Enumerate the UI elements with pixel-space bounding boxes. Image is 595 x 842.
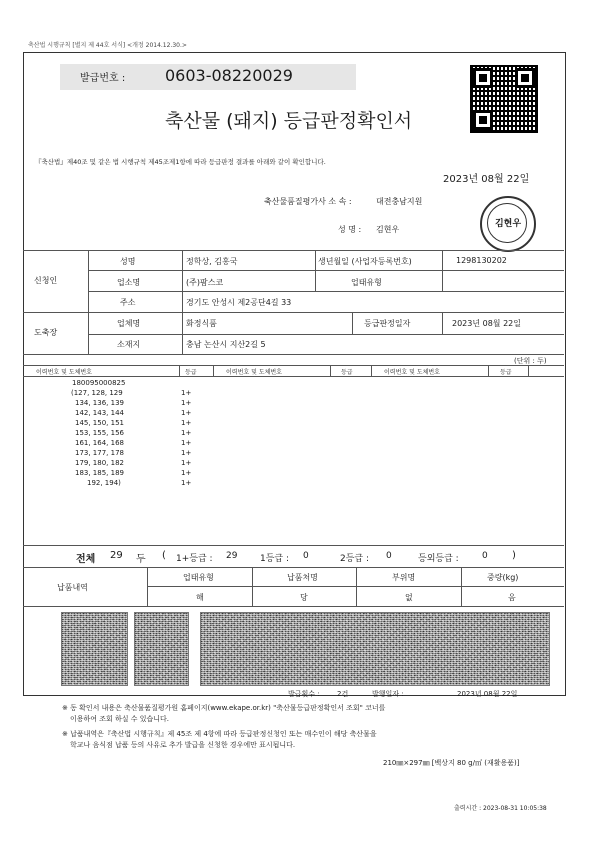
grading-date: 2023년 08월 22일	[452, 319, 521, 328]
applicant-address-label: 주소	[120, 298, 136, 307]
grade-cell: 1+	[181, 409, 192, 417]
footer-issue-date: 2023년 08월 22일	[457, 690, 518, 698]
delivery-header-weight: 중량(kg)	[487, 573, 519, 582]
delivery-value-3: 없	[405, 593, 413, 602]
grade-out-count: 0	[482, 551, 488, 561]
form-reference: 축산법 시행규칙 [별지 제 44호 서식] <개정 2014.12.30.>	[28, 42, 187, 49]
grade-1plus-label: 1+등급 :	[176, 554, 213, 564]
certificate-frame	[23, 52, 566, 696]
slaughterhouse-location: 충남 논산시 지산2길 5	[186, 340, 266, 349]
list-item: 142, 143, 144	[75, 409, 124, 417]
grade-cell: 1+	[181, 389, 192, 397]
col-trace-header-3: 이력번호 및 도체번호	[384, 369, 440, 376]
col-grade-header-1: 등급	[185, 369, 197, 376]
issuer-name: 김현우	[376, 225, 400, 234]
total-close-paren: )	[512, 550, 516, 561]
list-item: (127, 128, 129	[71, 389, 123, 397]
intro-text: 『축산법』제40조 및 같은 법 시행규칙 제45조제1항에 따라 등급판정 결과를 아래와 같이 확인합니다.	[35, 158, 326, 166]
delivery-header-recipient: 납품처명	[287, 573, 318, 582]
applicant-birth-label: 생년월일 (사업자등록번호)	[318, 257, 412, 266]
grade-2-count: 0	[386, 551, 392, 561]
col-grade-header-3: 등급	[500, 369, 512, 376]
official-seal-stamp: 김현우	[480, 196, 536, 252]
note-2-line-1: ※ 납품내역은『축산법 시행규칙』제 45조 제 4항에 따라 등급판정신청인 또는 매수인이 해당 축산물을	[62, 730, 377, 738]
applicant-company: (주)팜스코	[186, 278, 224, 287]
grade-cell: 1+	[181, 469, 192, 477]
note-2-line-2: 학교나 음식점 납품 등의 사유로 추가 발급을 신청한 경우에만 표시됩니다.	[70, 741, 296, 749]
issue-number-label: 발급번호 :	[80, 73, 126, 84]
list-item: 161, 164, 168	[75, 439, 124, 447]
list-item: 153, 155, 156	[75, 429, 124, 437]
applicant-company-label: 업소명	[117, 278, 141, 287]
total-label: 전체	[76, 554, 96, 565]
issue-count-label: 발급횟수 :	[288, 690, 320, 698]
total-unit: 두	[136, 554, 146, 565]
list-item: 179, 180, 182	[75, 459, 124, 467]
grade-1plus-count: 29	[226, 551, 238, 561]
delivery-header-part: 부위명	[392, 573, 416, 582]
slaughterhouse-company-label: 업체명	[117, 319, 141, 328]
applicant-name: 정학상, 김홍국	[186, 257, 238, 266]
total-count: 29	[110, 550, 123, 561]
issuer-affiliation: 대전충남지원	[376, 197, 423, 206]
total-open-paren: (	[162, 550, 166, 561]
security-pattern-middle	[134, 612, 189, 686]
delivery-value-1: 해	[196, 593, 204, 602]
page-title: 축산물 (돼지) 등급판정확인서	[165, 110, 413, 132]
print-timestamp: 출력시간 : 2023-08-31 10:05:38	[454, 805, 547, 812]
unit-label: (단위 : 두)	[514, 357, 547, 365]
list-item: 145, 150, 151	[75, 419, 124, 427]
slaughterhouse-section-label: 도축장	[34, 328, 58, 337]
col-trace-header-2: 이력번호 및 도체번호	[226, 369, 282, 376]
grade-cell: 1+	[181, 429, 192, 437]
grade-cell: 1+	[181, 439, 192, 447]
list-item: 192, 194)	[87, 479, 121, 487]
list-item: 173, 177, 178	[75, 449, 124, 457]
grade-cell: 1+	[181, 399, 192, 407]
issue-number: 0603-08220029	[165, 66, 293, 85]
grade-1-count: 0	[303, 551, 309, 561]
slaughterhouse-company: 화정식품	[186, 319, 217, 328]
trace-number: 180095000825	[72, 379, 126, 387]
list-item: 183, 185, 189	[75, 469, 124, 477]
issuer-affiliation-label: 축산물품질평가사 소 속 :	[264, 197, 352, 206]
note-1-line-1: ※ 동 확인서 내용은 축산물품질평가원 홈페이지(www.ekape.or.kr) "축산물등급판정확인서 조회" 코너를	[62, 704, 386, 712]
note-1-line-2: 이용하여 조회 하실 수 있습니다.	[70, 715, 170, 723]
footer-issue-date-label: 발행일자 :	[372, 690, 404, 698]
applicant-business-type-label: 업태유형	[351, 278, 382, 287]
applicant-address: 경기도 안성시 제2공단4길 33	[186, 298, 292, 307]
grade-2-label: 2등급 :	[340, 554, 370, 564]
grade-1-label: 1등급 :	[260, 554, 290, 564]
issue-date: 2023년 08월 22일	[443, 174, 530, 185]
grade-cell: 1+	[181, 449, 192, 457]
delivery-value-2: 당	[300, 593, 308, 602]
col-trace-header-1: 이력번호 및 도체번호	[36, 369, 92, 376]
applicant-section-label: 신청인	[34, 276, 58, 285]
grade-out-label: 등외등급 :	[418, 554, 459, 564]
grade-cell: 1+	[181, 419, 192, 427]
grading-date-label: 등급판정일자	[364, 319, 411, 328]
delivery-value-4: 음	[508, 593, 516, 602]
issuer-name-label: 성 명 :	[338, 225, 362, 234]
grade-cell: 1+	[181, 479, 192, 487]
issue-count: 2건	[337, 690, 349, 698]
security-pattern-right	[200, 612, 550, 686]
delivery-section-label: 납품내역	[57, 583, 88, 592]
applicant-name-label: 성명	[120, 257, 136, 266]
security-pattern-left	[61, 612, 128, 686]
qr-code-icon	[470, 65, 538, 133]
list-item: 134, 136, 139	[75, 399, 124, 407]
col-grade-header-2: 등급	[341, 369, 353, 376]
paper-spec: 210㎜×297㎜ [백상지 80 g/㎡ (재활용품)]	[383, 759, 520, 767]
slaughterhouse-location-label: 소재지	[117, 340, 141, 349]
delivery-header-business-type: 업태유형	[183, 573, 214, 582]
grade-cell: 1+	[181, 459, 192, 467]
applicant-birth: 1298130202	[456, 256, 507, 265]
